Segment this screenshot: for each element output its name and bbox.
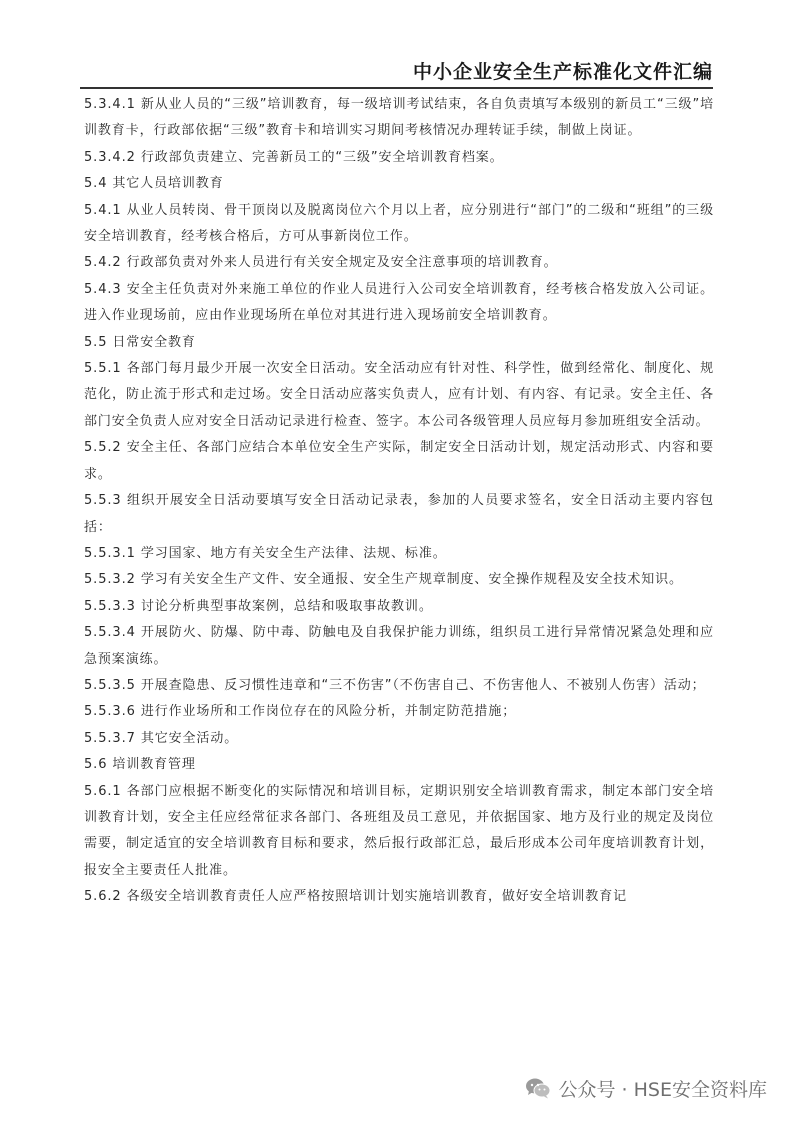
list-item: 5.5.3.3 讨论分析典型事故案例，总结和吸取事故教训。 [84,598,433,614]
paragraph: 5.3.4.1 新从业人员的“三级”培训教育，每一级培训考试结束，各自负责填写本级别的新员工“三级”培训教育卡，行政部依据“三级”教育卡和培训实习期间考核情况办理转证手续，制做上岗证。 [84,97,714,139]
page-title: 中小企业安全生产标准化文件汇编 [412,61,713,83]
page-header [80,58,713,86]
paragraph: 5.3.4.2 行政部负责建立、完善新员工的“三级”安全培训教育档案。 [84,149,504,165]
section-heading: 5.5 日常安全教育 [84,334,196,350]
wechat-icon [525,1077,551,1099]
list-item: 5.5.3.4 开展防火、防爆、防中毒、防触电及自我保护能力训练，组织员工进行异常情况紧急处理和应急预案演练。 [84,625,714,667]
paragraph: 5.6.2 各级安全培训教育责任人应严格按照培训计划实施培训教育，做好安全培训教育记 [84,889,628,905]
list-item: 5.5.3.2 学习有关安全生产文件、安全通报、安全生产规章制度、安全操作规程及安全技术知识。 [84,572,683,588]
paragraph: 5.4.3 安全主任负责对外来施工单位的作业人员进行入公司安全培训教育，经考核合格发放入公司证。进入作业现场前，应由作业现场所在单位对其进行进入现场前安全培训教育。 [84,281,714,324]
watermark-text: 公众号 · HSE安全资料库 [558,1078,767,1101]
paragraph: 5.5.3 组织开展安全日活动要填写安全日活动记录表，参加的人员要求签名，安全日活动主要内容包括： [84,493,714,535]
header-divider [80,87,713,89]
list-item: 5.5.3.5 开展查隐患、反习惯性违章和“三不伤害”（不伤害自己、不伤害他人、不被别人伤害）活动； [84,677,706,693]
watermark [525,1073,767,1103]
document-body [84,92,714,911]
list-item: 5.5.3.6 进行作业场所和工作岗位存在的风险分析，并制定防范措施； [84,704,517,720]
list-item: 5.5.3.1 学习国家、地方有关安全生产法律、法规、标准。 [84,545,447,561]
section-heading: 5.6 培训教育管理 [84,757,196,773]
paragraph: 5.4.2 行政部负责对外来人员进行有关安全规定及安全注意事项的培训教育。 [84,255,558,271]
paragraph: 5.4.1 从业人员转岗、骨干顶岗以及脱离岗位六个月以上者，应分别进行“部门”的二级和“班组”的三级安全培训教育，经考核合格后，方可从事新岗位工作。 [84,202,714,245]
list-item: 5.5.3.7 其它安全活动。 [84,730,239,746]
paragraph: 5.6.1 各部门应根据不断变化的实际情况和培训目标，定期识别安全培训教育需求，制定本部门安全培训教育计划，安全主任应经常征求各部门、各班组及员工意见，并依据国家、地方及行业的规定及岗位需要，制定适宜的安全培训教育目标和要求，然后报行政部汇总，最后形成本公司年度培训教育计划，报安全主要责任人批准。 [84,783,714,878]
paragraph: 5.5.2 安全主任、各部门应结合本单位安全生产实际，制定安全日活动计划，规定活动形式、内容和要求。 [84,440,714,482]
section-heading: 5.4 其它人员培训教育 [84,176,224,192]
paragraph: 5.5.1 各部门每月最少开展一次安全日活动。安全活动应有针对性、科学性，做到经常化、制度化、规范化，防止流于形式和走过场。安全日活动应落实负责人，应有计划、有内容、有记录。安全主任、各部门安全负责人应对安全日活动记录进行检查、签字。本公司各级管理人员应每月参加班组安全活动。 [84,361,714,429]
